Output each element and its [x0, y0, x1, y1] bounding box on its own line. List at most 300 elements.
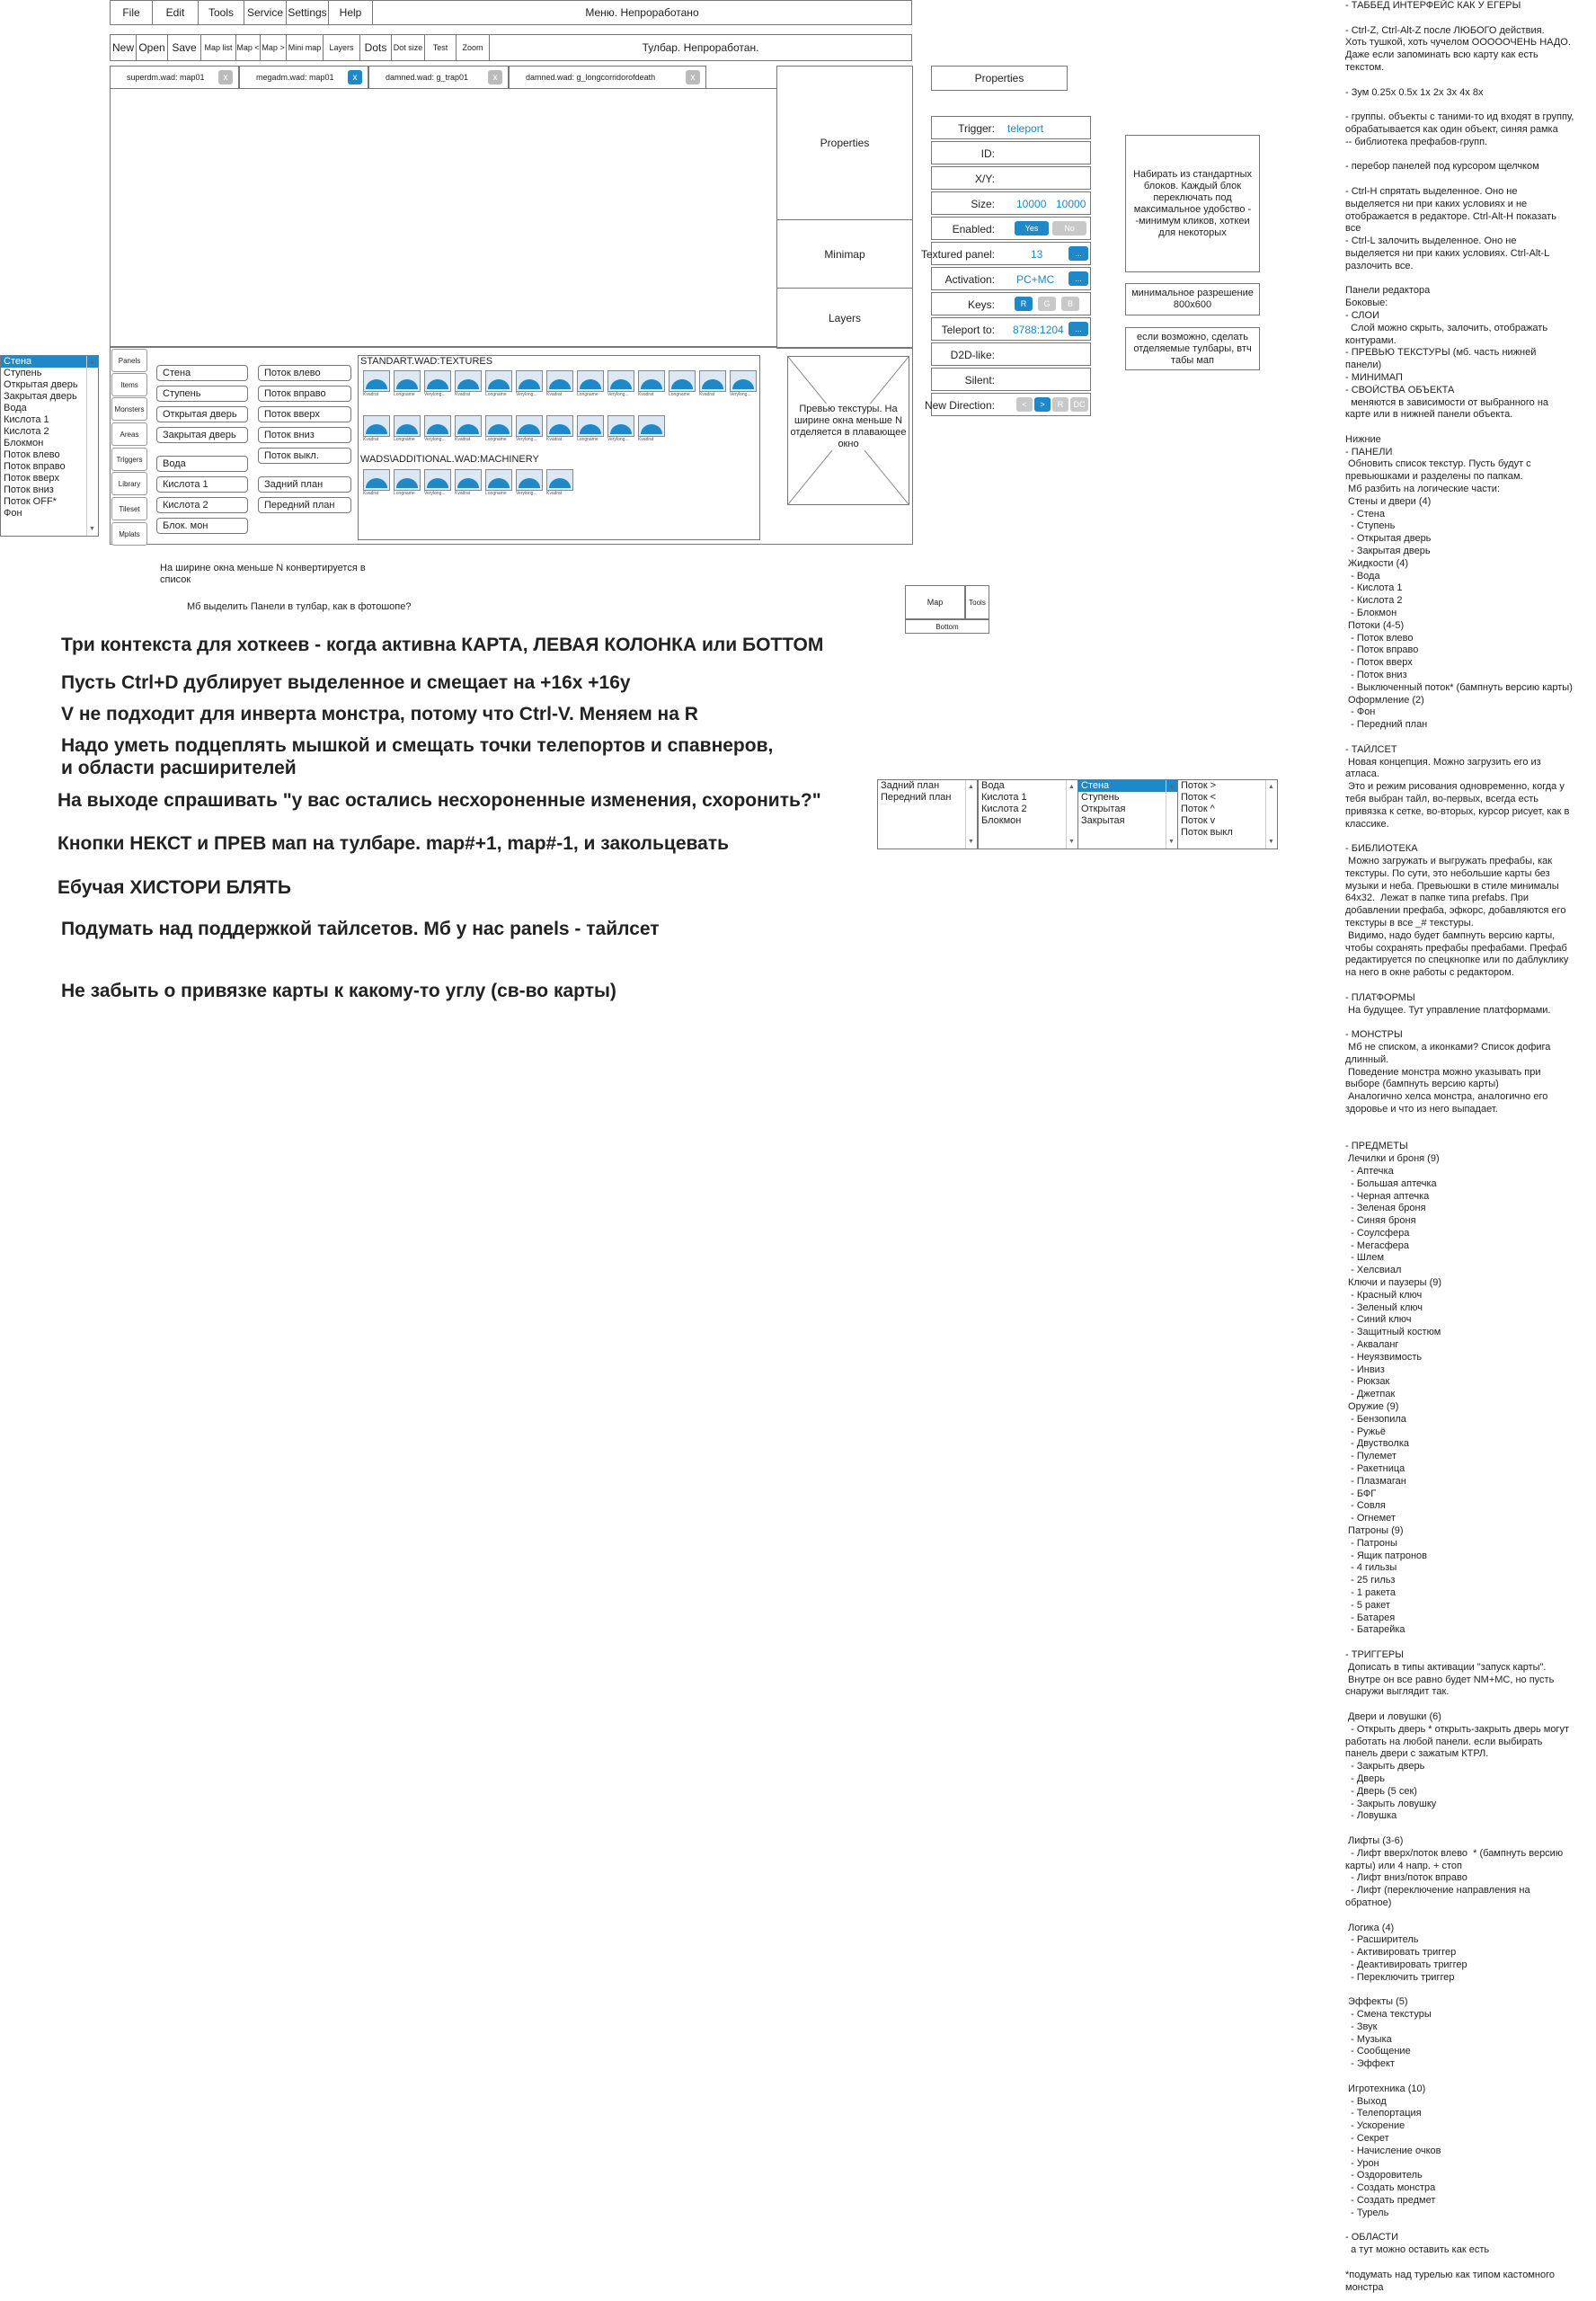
- tab-mplats[interactable]: Mplats: [111, 522, 147, 546]
- note-line: - Телепортация: [1345, 2108, 1422, 2119]
- prop-key: Trigger:: [958, 122, 995, 135]
- texture-thumbnail[interactable]: [394, 469, 421, 498]
- prop-key: New Direction:: [924, 399, 995, 412]
- texture-thumbnail[interactable]: [638, 415, 666, 444]
- list-item[interactable]: Передний план: [881, 792, 952, 803]
- texture-thumbnail[interactable]: [424, 415, 452, 444]
- panel-button[interactable]: Поток вправо: [258, 386, 351, 402]
- texture-label: Kvadrat: [363, 392, 379, 397]
- dot-size-button[interactable]: Dot size: [391, 34, 424, 61]
- note-line: - Поток вверх: [1345, 657, 1413, 669]
- close-icon[interactable]: x: [348, 70, 362, 84]
- note-line: - группы. объекты с таними-то ид входят в группу,: [1345, 111, 1574, 123]
- note-line: [1345, 422, 1595, 434]
- panel-button[interactable]: Передний план: [258, 497, 351, 513]
- note-line: - Ракетница: [1345, 1463, 1405, 1475]
- properties-title[interactable]: Properties: [931, 66, 1068, 91]
- list-item[interactable]: Кислота 2: [4, 426, 49, 437]
- image-icon: [424, 469, 451, 491]
- dir-reverse-toggle[interactable]: R: [1052, 397, 1068, 412]
- menu-placeholder: Меню. Непроработано: [372, 0, 912, 25]
- note-save-on-exit: На выходе спрашивать "у вас остались несхороненные изменения, схоронить?": [58, 790, 821, 811]
- menu-edit[interactable]: Edit: [152, 0, 198, 25]
- list-walls[interactable]: [1077, 779, 1178, 849]
- tab-panels[interactable]: Panels: [111, 349, 147, 372]
- image-icon: [394, 415, 421, 437]
- prop-d2d-like: [931, 342, 1091, 366]
- dir-right-toggle[interactable]: >: [1034, 397, 1051, 412]
- tab-items[interactable]: Items: [111, 373, 147, 396]
- note-line: - Закрытая дверь: [1345, 546, 1431, 557]
- note-line: - Смена текстуры: [1345, 2009, 1432, 2021]
- prop-silent: [931, 368, 1091, 391]
- texture-thumbnail[interactable]: [516, 415, 544, 444]
- note-line: [1345, 1823, 1595, 1835]
- note-line: На будущее. Тут управление платформами.: [1345, 1004, 1551, 1016]
- note-line: Оружие (9): [1345, 1401, 1399, 1413]
- prop-value[interactable]: PC+MC: [1016, 273, 1055, 286]
- image-icon: [363, 469, 390, 491]
- map-tab[interactable]: [110, 66, 239, 89]
- texture-thumbnail[interactable]: [699, 370, 727, 399]
- prop-key: Textured panel:: [920, 248, 995, 261]
- prop-key: D2D-like:: [950, 349, 995, 361]
- image-icon: [455, 415, 482, 437]
- texture-thumbnail[interactable]: [363, 370, 391, 399]
- texture-preview: [787, 356, 909, 505]
- key-red-toggle[interactable]: R: [1015, 297, 1033, 311]
- close-icon[interactable]: x: [686, 70, 700, 84]
- texture-thumbnail[interactable]: [485, 469, 513, 498]
- panel-button[interactable]: Задний план: [258, 476, 351, 493]
- note-line: - Ускорение: [1345, 2120, 1405, 2132]
- image-icon: [516, 415, 543, 437]
- list-item[interactable]: Вода: [4, 403, 27, 413]
- note-line: - Выключенный поток* (бампнуть версию карты): [1345, 681, 1573, 693]
- note-line: Слой можно скрыть, залочить, отображать: [1345, 322, 1548, 333]
- note-line: монстра: [1345, 2281, 1384, 2293]
- texture-label: Longname: [394, 491, 415, 496]
- key-blue-toggle[interactable]: B: [1061, 297, 1079, 311]
- note-line: Логика (4): [1345, 1922, 1395, 1933]
- note-line: [1345, 149, 1595, 162]
- list-item[interactable]: Поток ^: [1181, 804, 1215, 814]
- toolbar-placeholder: Тулбар. Непроработан.: [489, 34, 912, 61]
- tab-areas[interactable]: Areas: [111, 422, 147, 446]
- prop-keys: [931, 292, 1091, 315]
- texture-label: Verylong...: [607, 392, 629, 397]
- prop-new-direction: [924, 393, 1091, 416]
- note-line: - Ctrl-L залочить выделенное. Оно не: [1345, 235, 1517, 247]
- texture-group-title: STANDART.WAD:TEXTURES: [360, 356, 493, 367]
- list-item[interactable]: Открытая дверь: [4, 379, 78, 390]
- list-liquids[interactable]: [978, 779, 1078, 849]
- image-icon: [546, 469, 573, 491]
- texture-thumbnail[interactable]: [669, 370, 696, 399]
- ellipsis-button[interactable]: ...: [1068, 322, 1088, 336]
- list-item[interactable]: Закрытая: [1081, 815, 1125, 826]
- note-line: Потоки (4-5): [1345, 619, 1405, 631]
- note-line: Даже если запоминать всю карту как есть: [1345, 49, 1538, 61]
- note-line: - Патроны: [1345, 1537, 1397, 1549]
- panel-button[interactable]: Поток вниз: [258, 427, 351, 443]
- prop-textured-panel: [920, 242, 1091, 265]
- texture-label: Verylong...: [730, 392, 751, 397]
- note-line: [1345, 2220, 1595, 2233]
- note-line: - Лифт вверх/поток влево * (бампнуть версию: [1345, 1847, 1564, 1859]
- prop-key: Silent:: [964, 374, 995, 386]
- note-line: разлочить все.: [1345, 260, 1414, 271]
- list-item[interactable]: Блокмон: [981, 815, 1022, 826]
- texture-thumbnail[interactable]: [455, 469, 483, 498]
- prop-value[interactable]: 10000: [1016, 198, 1047, 210]
- dir-left-toggle[interactable]: <: [1016, 397, 1033, 412]
- note-line: - Плазмаган: [1345, 1475, 1406, 1487]
- note-line: Дописать в типы активации "запуск карты".: [1345, 1661, 1547, 1673]
- image-icon: [363, 415, 390, 437]
- list-item[interactable]: Поток выкл: [1181, 827, 1233, 838]
- ellipsis-button[interactable]: ...: [1068, 271, 1088, 286]
- dots-button[interactable]: Dots: [359, 34, 391, 61]
- open-button[interactable]: Open: [136, 34, 167, 61]
- image-icon: [669, 370, 696, 392]
- panel-button[interactable]: Ступень: [156, 386, 248, 402]
- list-background[interactable]: [877, 779, 978, 849]
- texture-label: Verylong...: [516, 392, 537, 397]
- note-line: - Аптечка: [1345, 1165, 1394, 1177]
- prop-value[interactable]: 8788:1204: [1013, 324, 1064, 336]
- note-drag-points-2: и области расширителей: [61, 758, 297, 778]
- texture-label: Kvadrat: [455, 392, 471, 397]
- map-tab[interactable]: [509, 66, 706, 89]
- texture-thumbnail[interactable]: [485, 415, 513, 444]
- texture-label: Longname: [577, 392, 598, 397]
- scrollbar[interactable]: [1265, 780, 1277, 848]
- list-item[interactable]: Поток v: [1181, 815, 1216, 826]
- map-canvas[interactable]: [110, 88, 777, 347]
- key-green-toggle[interactable]: G: [1038, 297, 1056, 311]
- note-line: - Пулемет: [1345, 1451, 1396, 1462]
- panel-button[interactable]: Кислота 2: [156, 497, 248, 513]
- list-item[interactable]: Поток вверх: [4, 473, 59, 484]
- image-icon: [485, 415, 512, 437]
- note-line: - МОНСТРЫ: [1345, 1029, 1403, 1041]
- image-icon: [455, 469, 482, 491]
- list-item[interactable]: Стена: [1078, 780, 1177, 792]
- note-line: здоровье и что из него выпадает.: [1345, 1103, 1498, 1115]
- note-line: - Кислота 1: [1345, 582, 1403, 594]
- note-line: - Защитный костюм: [1345, 1327, 1441, 1338]
- panel-button[interactable]: Поток влево: [258, 365, 351, 381]
- tab-label: damned.wad: g_longcorridorofdeath: [526, 73, 656, 82]
- texture-group-title: WADS\ADDITIONAL.WAD:MACHINERY: [360, 454, 539, 465]
- list-item[interactable]: Поток влево: [4, 449, 60, 460]
- panel-button[interactable]: Поток выкл.: [258, 448, 351, 464]
- texture-thumbnail[interactable]: [516, 469, 544, 498]
- note-line: [1345, 13, 1595, 25]
- map-next-button[interactable]: Map >: [260, 34, 286, 61]
- note-line: - 1 ракета: [1345, 1587, 1396, 1598]
- menu-service[interactable]: Service: [244, 0, 286, 25]
- preview-caption: Превью текстуры. На ширине окна меньше N отделяется в плавающее окно: [790, 404, 907, 449]
- save-button[interactable]: Save: [167, 34, 200, 61]
- prop-trigger: [931, 116, 1091, 139]
- prop-key: ID:: [980, 147, 995, 160]
- note-line: Стены и двери (4): [1345, 495, 1432, 507]
- texture-thumbnail[interactable]: [455, 415, 483, 444]
- note-line: - Огнемет: [1345, 1513, 1396, 1524]
- note-line: [1345, 2071, 1595, 2083]
- tab-tileset[interactable]: Tileset: [111, 497, 147, 520]
- image-icon: [485, 469, 512, 491]
- note-history: Ебучая ХИСТОРИ БЛЯТЬ: [58, 877, 291, 898]
- texture-label: Kvadrat: [546, 392, 563, 397]
- prop-size: [931, 191, 1091, 215]
- new-button[interactable]: New: [110, 34, 136, 61]
- note-toolbars: если возможно, сделать отделяемые тулбары, втч табы мап: [1125, 327, 1260, 370]
- note-line: панели): [1345, 360, 1382, 371]
- list-item[interactable]: Поток >: [1181, 780, 1217, 791]
- list-item[interactable]: Стена: [1, 356, 98, 368]
- panel-button[interactable]: Открытая дверь: [156, 406, 248, 422]
- note-panels-toolbar: Мб выделить Панели в тулбар, как в фотошопе?: [187, 601, 412, 612]
- note-line: Мб не списком, а иконками? Список дофига: [1345, 1041, 1551, 1053]
- image-icon: [546, 415, 573, 437]
- texture-thumbnail[interactable]: [455, 370, 483, 399]
- texture-thumbnail[interactable]: [363, 469, 391, 498]
- note-line: карты) или 4 напр. + стоп: [1345, 1860, 1462, 1871]
- layers-panel[interactable]: Layers: [828, 312, 862, 324]
- note-line: - Батарейка: [1345, 1624, 1405, 1636]
- note-line: - Секрет: [1345, 2133, 1389, 2145]
- note-line: а тут можно оставить как есть: [1345, 2244, 1490, 2256]
- note-line: - Создать монстра: [1345, 2182, 1436, 2194]
- menu-settings[interactable]: Settings: [286, 0, 328, 25]
- note-line: - ТРИГГЕРЫ: [1345, 1648, 1405, 1660]
- note-line: текстуры в все _# текстуры.: [1345, 917, 1474, 928]
- texture-label: Verylong...: [424, 437, 446, 442]
- note-line: - МИНИМАП: [1345, 371, 1403, 383]
- texture-thumbnail[interactable]: [607, 415, 635, 444]
- note-line: Игротехника (10): [1345, 2083, 1426, 2094]
- list-item[interactable]: Поток OFF*: [4, 496, 57, 507]
- properties-panel[interactable]: Properties: [777, 67, 912, 220]
- zoom-button[interactable]: Zoom: [456, 34, 489, 61]
- panel-button[interactable]: Вода: [156, 456, 248, 472]
- scrollbar[interactable]: [965, 780, 977, 848]
- note-line: - Стена: [1345, 508, 1385, 520]
- texture-label: Kvadrat: [363, 437, 379, 442]
- note-line: - Звук: [1345, 2021, 1378, 2032]
- dir-dc-toggle[interactable]: DC: [1070, 397, 1088, 412]
- note-line: *подумать над турелью как типом кастомного: [1345, 2269, 1555, 2280]
- note-line: Хоть тушкой, хоть чучелом ОООООЧЕНЬ НАДО.: [1345, 37, 1571, 49]
- menu-help[interactable]: Help: [328, 0, 372, 25]
- scrollbar[interactable]: [86, 356, 98, 536]
- note-line: [1345, 1985, 1595, 1997]
- map-tab-active[interactable]: [239, 66, 368, 89]
- texture-thumbnail[interactable]: [546, 469, 574, 498]
- note-line: [1345, 1129, 1595, 1142]
- note-line: - Закрыть ловушку: [1345, 1798, 1437, 1809]
- texture-row: [363, 415, 758, 446]
- list-item[interactable]: Вода: [981, 780, 1005, 791]
- image-icon: [730, 370, 757, 392]
- menu-tools[interactable]: Tools: [198, 0, 244, 25]
- list-item[interactable]: Кислота 2: [981, 804, 1027, 814]
- yes-toggle[interactable]: Yes: [1015, 221, 1049, 235]
- map-prev-button[interactable]: Map <: [235, 34, 260, 61]
- texture-thumbnail[interactable]: [607, 370, 635, 399]
- prop-key: Activation:: [944, 273, 995, 286]
- tab-monsters[interactable]: Monsters: [111, 397, 147, 421]
- texture-thumbnail[interactable]: [394, 415, 421, 444]
- minimap-panel[interactable]: Minimap: [777, 220, 912, 289]
- texture-thumbnail[interactable]: [424, 469, 452, 498]
- list-item[interactable]: Кислота 1: [981, 792, 1027, 803]
- note-map-anchor: Не забыть о привязке карты к какому-то углу (св-во карты): [61, 981, 616, 1001]
- list-item[interactable]: Поток вправо: [4, 461, 66, 472]
- texture-thumbnail[interactable]: [730, 370, 758, 399]
- toolbar: [110, 34, 912, 61]
- texture-label: Verylong...: [516, 491, 537, 496]
- image-icon: [516, 469, 543, 491]
- tab-label: superdm.wad: map01: [127, 73, 205, 82]
- note-line: [1345, 1910, 1595, 1923]
- ellipsis-button[interactable]: ...: [1068, 246, 1088, 261]
- list-item[interactable]: Задний план: [881, 780, 940, 791]
- texture-thumbnail[interactable]: [577, 415, 605, 444]
- prop-key: Enabled:: [952, 223, 995, 235]
- texture-thumbnail[interactable]: [424, 370, 452, 399]
- note-line: редактируется по спецкнопке или по даблуклику: [1345, 955, 1569, 966]
- image-icon: [394, 469, 421, 491]
- note-line: - БИБЛИОТЕКА: [1345, 843, 1418, 855]
- note-line: - БФГ: [1345, 1488, 1377, 1499]
- texture-thumbnail[interactable]: [638, 370, 666, 399]
- prop-value[interactable]: teleport: [1007, 122, 1044, 135]
- image-icon: [699, 370, 726, 392]
- note-line: Боковые:: [1345, 298, 1388, 309]
- texture-label: Longname: [485, 491, 507, 496]
- list-item[interactable]: Фон: [4, 508, 22, 519]
- note-line: обрабатывается как один объект, синяя рамка: [1345, 123, 1558, 135]
- texture-thumbnail[interactable]: [516, 370, 544, 399]
- note-line: - ТАЙЛСЕТ: [1345, 743, 1397, 755]
- scrollbar[interactable]: [1166, 780, 1177, 848]
- texture-thumbnail[interactable]: [485, 370, 513, 399]
- close-icon[interactable]: x: [218, 70, 233, 84]
- list-item[interactable]: Блокмон: [4, 438, 44, 449]
- prop-value[interactable]: 13: [1031, 248, 1043, 261]
- note-line: атласа.: [1345, 768, 1379, 780]
- menu-file[interactable]: File: [110, 0, 152, 25]
- list-item[interactable]: Поток вниз: [4, 484, 54, 495]
- note-line: [1345, 732, 1595, 744]
- note-line: - Мегасфера: [1345, 1239, 1410, 1251]
- note-line: Можно загружать и выгружать префабы, как: [1345, 855, 1553, 866]
- panel-button[interactable]: Закрытая дверь: [156, 427, 248, 443]
- texture-thumbnail[interactable]: [546, 370, 574, 399]
- texture-label: Verylong...: [424, 491, 446, 496]
- note-line: - Открыть дверь * открыть-закрыть дверь могут: [1345, 1723, 1569, 1735]
- panel-button[interactable]: Кислота 1: [156, 476, 248, 493]
- texture-thumbnail[interactable]: [363, 415, 391, 444]
- note-line: Это и режим рисования одновременно, когда у: [1345, 781, 1565, 793]
- note-line: музыки и неба. Превьюшки в стиле минималы: [1345, 880, 1559, 892]
- texture-label: Kvadrat: [455, 437, 471, 442]
- menu-bar: [110, 0, 912, 25]
- note-line: снаружи выглядит так.: [1345, 1686, 1450, 1698]
- note-line: - Кислота 2: [1345, 595, 1403, 607]
- note-line: - Совля: [1345, 1500, 1386, 1512]
- note-line: - Поток вниз: [1345, 670, 1407, 681]
- texture-label: Kvadrat: [699, 392, 715, 397]
- texture-label: Kvadrat: [546, 491, 563, 496]
- list-item[interactable]: Закрытая дверь: [4, 391, 77, 402]
- note-line: - Поток вправо: [1345, 644, 1419, 656]
- texture-label: Longname: [669, 392, 690, 397]
- minimap-button[interactable]: Mini map: [286, 34, 323, 61]
- image-icon: [455, 370, 482, 392]
- list-item[interactable]: Кислота 1: [4, 414, 49, 425]
- tab-library[interactable]: Library: [111, 472, 147, 495]
- note-line: 64x32. Лежат в папке типа prefabs. При: [1345, 893, 1530, 904]
- texture-label: Longname: [485, 392, 507, 397]
- texture-thumbnail[interactable]: [394, 370, 421, 399]
- note-line: [1345, 1116, 1595, 1129]
- no-toggle[interactable]: No: [1052, 221, 1086, 235]
- note-line: [1345, 980, 1595, 992]
- texture-thumbnail[interactable]: [577, 370, 605, 399]
- note-line: - Зум 0.25x 0.5x 1x 2x 3x 4x 8x: [1345, 86, 1484, 98]
- note-line: - Закрыть дверь: [1345, 1761, 1425, 1772]
- list-item[interactable]: Поток <: [1181, 792, 1217, 803]
- list-item[interactable]: Открытая: [1081, 804, 1126, 814]
- note-line: - Большая аптечка: [1345, 1177, 1437, 1189]
- close-icon[interactable]: x: [488, 70, 502, 84]
- note-line: - перебор панелей под курсором щелчком: [1345, 161, 1539, 173]
- map-tabs: [110, 66, 777, 89]
- list-item[interactable]: Ступень: [4, 368, 42, 378]
- note-line: - Красный ключ: [1345, 1289, 1423, 1301]
- texture-thumbnail[interactable]: [546, 415, 574, 444]
- panel-button[interactable]: Поток вверх: [258, 406, 351, 422]
- side-panels: [776, 66, 913, 349]
- panel-button[interactable]: Стена: [156, 365, 248, 381]
- note-line: Лифты (3-6): [1345, 1835, 1404, 1846]
- left-panel-list[interactable]: [0, 355, 99, 537]
- panel-button[interactable]: Блок. мон: [156, 518, 248, 534]
- image-icon: [363, 370, 390, 392]
- texture-label: Kvadrat: [455, 491, 471, 496]
- texture-label: Longname: [394, 437, 415, 442]
- scrollbar[interactable]: [1066, 780, 1077, 848]
- layers-button[interactable]: Layers: [323, 34, 359, 61]
- tab-triggers[interactable]: Triggers: [111, 448, 147, 471]
- design-notes-column: [1345, 0, 1595, 2294]
- note-line: - Фон: [1345, 706, 1376, 718]
- note-line: Двери и ловушки (6): [1345, 1710, 1441, 1722]
- prop-key: X/Y:: [974, 173, 995, 185]
- test-button[interactable]: Test: [424, 34, 456, 61]
- map-tab[interactable]: [368, 66, 509, 89]
- map-list-button[interactable]: Map list: [200, 34, 235, 61]
- list-streams[interactable]: [1177, 779, 1278, 849]
- list-item[interactable]: Ступень: [1081, 792, 1120, 803]
- note-line: Лечилки и броня (9): [1345, 1153, 1440, 1165]
- prop-value[interactable]: 10000: [1056, 198, 1086, 210]
